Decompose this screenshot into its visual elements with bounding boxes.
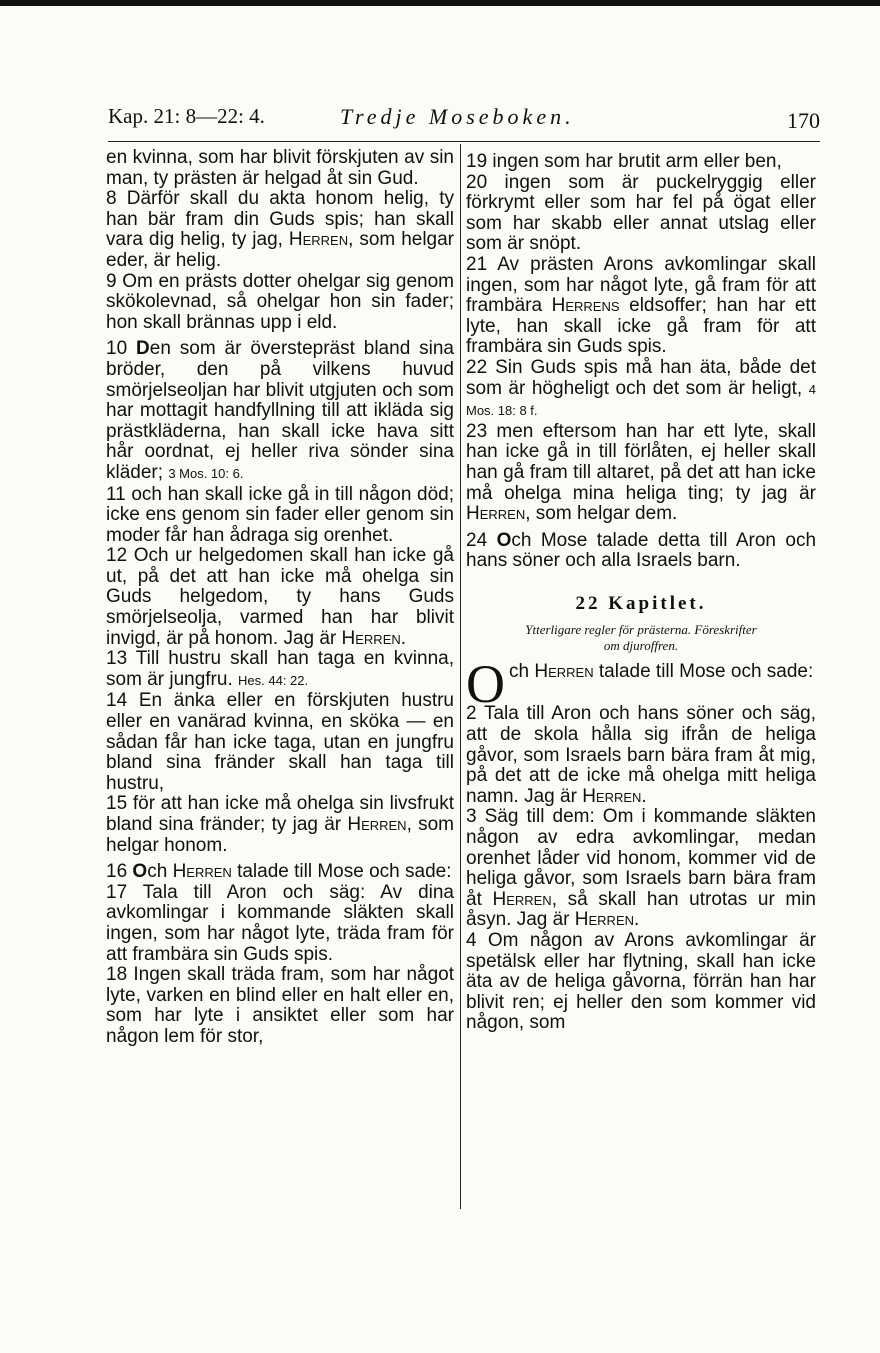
verse-15 [106, 794, 454, 856]
verse-text: , som helgar eder, är helig. [106, 229, 455, 271]
verse-text: 13 Till hustru skall han taga en kvinna, som är jungfru. [106, 648, 454, 690]
section-initial: O [132, 861, 148, 883]
verse-text: 20 ingen som är puckelryggig eller förkrymt eller som har fel på ögat eller som har skabb eller annat utslag eller som är snöpt. [466, 171, 816, 255]
divine-name: Herren [466, 503, 526, 525]
verse-number: 24 [466, 529, 488, 551]
divine-name: Herrens [551, 295, 620, 317]
verse-text: 8 Därför skall du akta honom helig, ty han bär fram din Guds spis; han skall vara dig helig, ty jag, [106, 188, 454, 251]
divine-name: Herren [492, 888, 552, 910]
chapter-verse-3 [466, 807, 816, 931]
section-initial: D [136, 338, 150, 360]
column-divider [460, 144, 461, 1209]
verse-text: 15 för att han icke må ohelga sin livsfrukt bland sina fränder; ty jag är [106, 793, 454, 835]
verse-text: talade till Mose och sade: [598, 661, 814, 683]
verse-text: 2 Tala till Aron och hans söner och säg, att de skola hålla sig ifrån de heliga gåvor, som Israels barn bära fram åt mig, på det att de icke må ohelga mitt heliga namn. Jag är [466, 703, 816, 807]
drop-cap: O [466, 654, 505, 715]
verse-text: en kvinna, som har blivit förskjuten av sin man, ty prästen är helgad åt sin Gud. [106, 147, 454, 189]
verse-16 [106, 862, 454, 883]
verse-text: 11 och han skall icke gå in till någon död; icke ens genom sin fader eller genom sin moder får han ådraga sig orenhet. [106, 483, 454, 546]
chapter-title: 22 Kapitlet. [575, 592, 707, 614]
verse-8 [106, 189, 454, 271]
verse-text: 12 Och ur helgedomen skall han icke gå ut, på det att han icke må ohelga sin Guds helgedom, ty hans Guds smörjelseolja, varmed han har blivit invigd, är på honom. Jag är [106, 545, 454, 649]
verse-text: eldsoffer; han har ett lyte, han skall icke gå fram för att frambära sin Guds spis. [466, 295, 816, 358]
divine-name: Herren [347, 814, 407, 835]
page-top-edge [0, 0, 880, 6]
verse-text: 23 men eftersom han har ett lyte, skall han icke gå in till förlåten, ej heller skall han gå fram till altaret, på det att han icke må ohelga mina heliga ting; ty jag är [466, 420, 816, 504]
verse-text: . [634, 909, 640, 931]
chapter-summary [466, 622, 816, 654]
verse-text: , som helgar honom. [106, 814, 454, 856]
verse-19 [466, 152, 816, 173]
verse-text: en som är överstepräst bland sina bröder, den på vilkens huvud smörjelseoljan har blivit utgjuten och som har mottagit handfyllning till att ikläda sig prästkläderna, han skall icke hava sitt hår oordnat, ej heller riva sönder sina kläder; [106, 338, 454, 483]
verse-number: 10 [106, 338, 128, 360]
cross-reference: 4 Mos. 18: 8 f. [466, 381, 816, 419]
divine-name: Herren [574, 909, 635, 931]
verse-13 [106, 649, 454, 691]
section-initial: O [496, 529, 512, 551]
left-column [106, 148, 454, 1048]
verse-text: . [400, 627, 407, 649]
verse-text: 19 ingen som har brutit arm eller ben, [466, 151, 782, 172]
verse-text: ch [509, 661, 530, 683]
book-title: Tredje Moseboken. [340, 104, 575, 129]
cross-reference: 3 Mos. 10: 6. [168, 465, 244, 481]
verse-text: 3 Säg till dem: Om i kommande släkten någon av edra avkomlingar, medan orenhet låder vid honom, kommer vid de heliga gåvor, som Israels barn bära fram åt [466, 806, 816, 910]
summary-line: Ytterligare regler för prästerna. Föreskrifter [525, 622, 757, 638]
verse-text: ch [147, 861, 168, 883]
verse-12 [106, 546, 454, 649]
verse-number: 16 [106, 861, 128, 883]
verse-17 [106, 883, 454, 965]
verse-text: 18 Ingen skall träda fram, som har något lyte, varken en blind eller en halt eller en, som har lyte i ansiktet eller som har någon lem för stor, [106, 964, 454, 1047]
verse-21 [466, 255, 816, 358]
header-rule [108, 141, 820, 142]
page-header [108, 98, 820, 138]
divine-name: Herren [288, 229, 349, 251]
verse-text: , så skall han utrotas ur min åsyn. Jag är [466, 888, 816, 931]
divine-name: Herren [534, 661, 594, 683]
verse-text: 4 Om någon av Arons avkomlingar är spetälsk eller har flytning, skall han icke äta av de heliga gåvorna, förrän han har blivit ren; ej heller den som kommer vid någon, som [466, 930, 816, 1034]
chapter-verse-1 [466, 654, 816, 715]
verse-11 [106, 485, 454, 547]
verse-text: 21 Av prästen Arons avkomlingar skall ingen, som har något lyte, gå fram för att frambära [466, 253, 816, 317]
verse-text: ch Mose talade detta till Aron och hans söner och alla Israels barn. [466, 529, 817, 572]
divine-name: Herren [582, 785, 642, 807]
cross-reference: Hes. 44: 22. [238, 672, 309, 688]
verse-text: 9 Om en prästs dotter ohelgar sig genom skökolevnad, så ohelgar hon sin fader; hon skall brännas upp i eld. [106, 270, 454, 333]
verse-text: talade till Mose och sade: [237, 861, 452, 883]
verse-10 [106, 339, 454, 484]
verse-18 [106, 965, 454, 1047]
verse-14 [106, 691, 454, 794]
verse-text: 14 En änka eller en förskjuten hustru eller en vanärad kvinna, en sköka — en sådan får han icke taga, utan en jungfru bland sina fränder skall han taga till hustru, [106, 690, 454, 794]
chapter-reference: Kap. 21: 8—22: 4. [108, 104, 265, 128]
verse-20 [466, 173, 816, 255]
chapter-verse-2 [466, 704, 816, 807]
divine-name: Herren [172, 861, 232, 883]
chapter-verse-4 [466, 931, 816, 1034]
verse-text: , som helgar dem. [525, 503, 678, 525]
verse-continuation [106, 148, 454, 189]
page-number: 170 [787, 108, 820, 133]
verse-text: 22 Sin Guds spis må han äta, både det som är högheligt och det som är heligt, [466, 356, 816, 399]
right-column [466, 152, 816, 1034]
verse-text: . [641, 785, 647, 807]
verse-23 [466, 422, 816, 525]
verse-22 [466, 358, 816, 422]
summary-line: om djuroffren. [603, 638, 679, 654]
divine-name: Herren [341, 627, 401, 649]
verse-24 [466, 531, 816, 572]
verse-text: 17 Tala till Aron och säg: Av dina avkomlingar i kommande släkten skall ingen, som har något lyte, träda fram för att frambära sin Guds spis. [106, 881, 454, 965]
verse-9 [106, 272, 454, 334]
